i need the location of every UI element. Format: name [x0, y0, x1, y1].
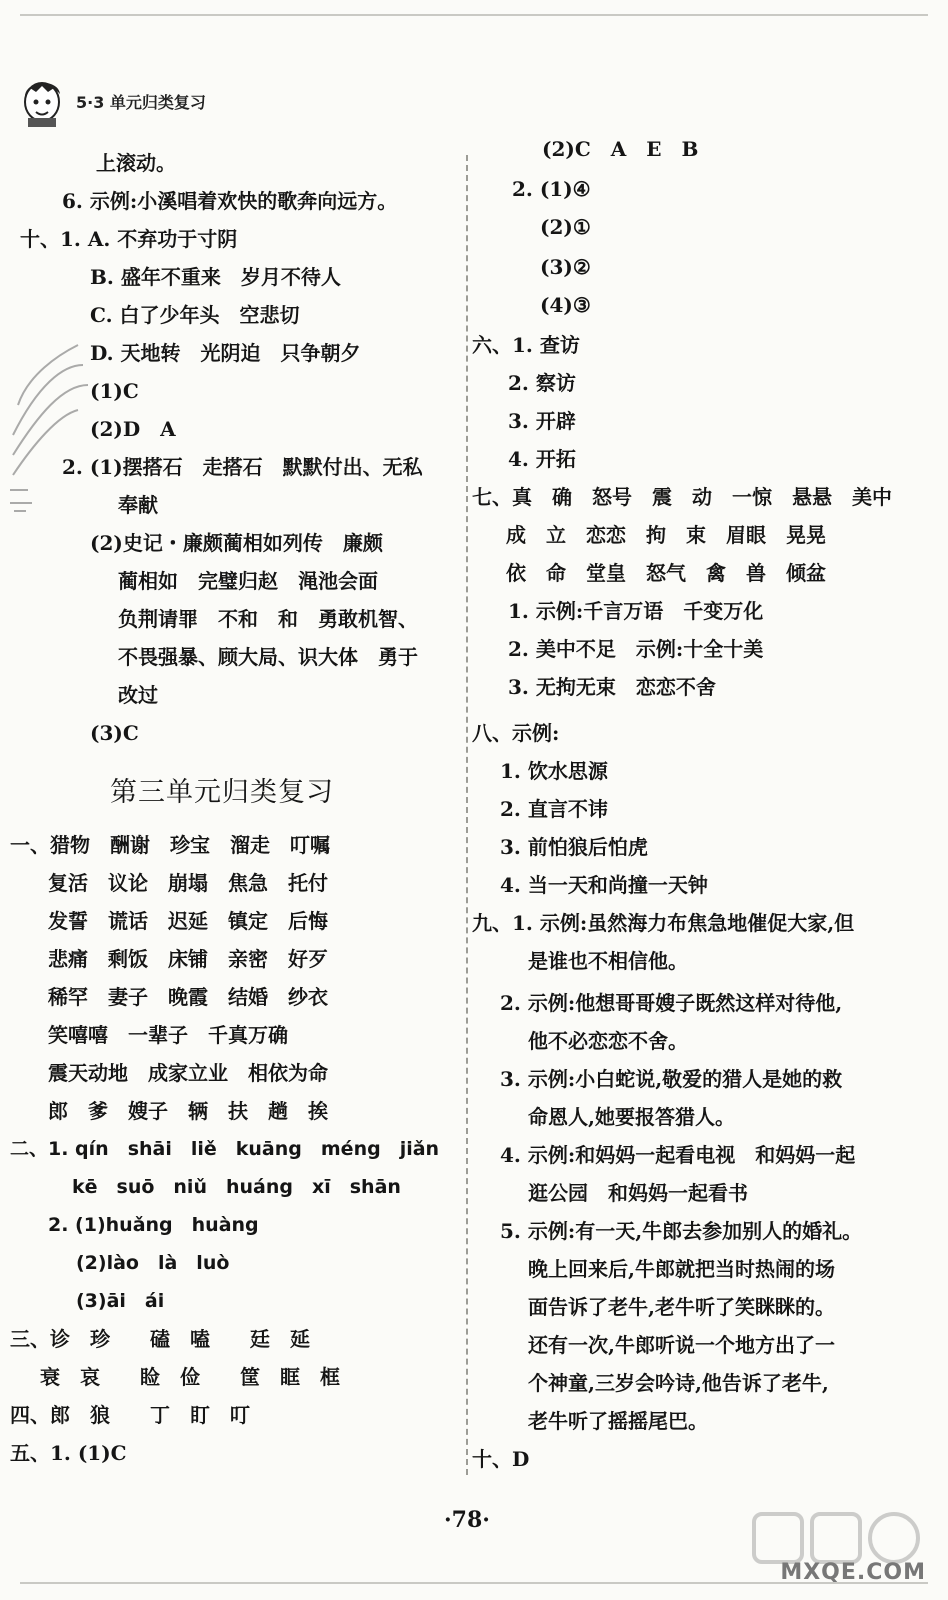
text-line: 个神童,三岁会吟诗,他告诉了老牛, — [528, 1371, 829, 1395]
bottom-rule — [20, 1582, 928, 1584]
text-line: 还有一次,牛郎听说一个地方出了一 — [528, 1333, 835, 1357]
text-line: 六、1. 查访 — [472, 333, 580, 357]
text-line: 3. 前怕狼后怕虎 — [500, 835, 648, 859]
header-title: 5·3 单元归类复习 — [76, 92, 206, 112]
text-line: (2)① — [540, 215, 591, 239]
text-line: (2)C A E B — [542, 137, 699, 161]
text-line: B. 盛年不重来 岁月不待人 — [90, 265, 341, 289]
pencil-scribble-icon — [8, 325, 98, 515]
text-line: (2)史记・廉颇蔺相如列传 廉颇 — [90, 531, 383, 555]
text-line: 九、1. 示例:虽然海力布焦急地催促大家,但 — [472, 911, 855, 935]
page-header — [18, 74, 206, 128]
text-line: 4. 当一天和尚撞一天钟 — [500, 873, 708, 897]
text-line: (2)lào là luò — [76, 1252, 230, 1274]
text-line: 二、1. qín shāi liě kuāng méng jiǎn — [10, 1138, 440, 1160]
text-line: 悲痛 剩饭 床铺 亲密 好歹 — [48, 947, 328, 971]
page-number: ·78· — [444, 1507, 490, 1533]
text-line: 4. 示例:和妈妈一起看电视 和妈妈一起 — [500, 1143, 856, 1167]
text-line: 复活 议论 崩塌 焦急 托付 — [48, 871, 328, 895]
text-line: 4. 开拓 — [508, 447, 576, 471]
text-line: 十、D — [472, 1447, 530, 1471]
text-line: 五、1. (1)C — [10, 1441, 127, 1465]
text-line: 2. 示例:他想哥哥嫂子既然这样对待他, — [500, 991, 843, 1015]
text-line: 上滚动。 — [96, 151, 176, 175]
text-line: 十、1. A. 不弃功于寸阴 — [20, 227, 238, 251]
text-line: 不畏强暴、顾大局、识大体 勇于 — [118, 645, 418, 669]
text-line: D. 天地转 光阴迫 只争朝夕 — [90, 341, 361, 365]
text-line: 老牛听了摇摇尾巴。 — [528, 1409, 708, 1433]
watermark-text: MXQE.COM — [780, 1560, 926, 1585]
text-line: 三、诊 珍 磕 嗑 廷 延 — [10, 1327, 310, 1351]
text-line: 衰 哀 睑 俭 筐 眶 框 — [40, 1365, 340, 1389]
text-line: 2. 察访 — [508, 371, 576, 395]
section-title: 第三单元归类复习 — [110, 777, 334, 808]
text-line: (1)C — [90, 379, 139, 403]
text-line: 晚上回来后,牛郎就把当时热闹的场 — [528, 1257, 835, 1281]
text-line: kē suō niǔ huáng xī shān — [72, 1176, 401, 1198]
text-line: 3. 示例:小白蛇说,敬爱的猎人是她的救 — [500, 1067, 843, 1091]
text-line: C. 白了少年头 空悲切 — [90, 303, 300, 327]
text-line: 6. 示例:小溪唱着欢快的歌奔向远方。 — [62, 189, 398, 213]
text-line: (3)② — [540, 255, 591, 279]
text-line: 面告诉了老牛,老牛听了笑眯眯的。 — [528, 1295, 835, 1319]
text-line: 2. (1)huǎng huàng — [48, 1214, 259, 1236]
text-line: (3)āi ái — [76, 1290, 165, 1312]
text-line: 2. 直言不讳 — [500, 797, 608, 821]
text-line: 改过 — [118, 683, 158, 707]
text-line: 5. 示例:有一天,牛郎去参加别人的婚礼。 — [500, 1219, 863, 1243]
text-line: 稀罕 妻子 晚霞 结婚 纱衣 — [48, 985, 328, 1009]
text-line: 发誓 谎话 迟延 镇定 后悔 — [48, 909, 328, 933]
text-line: 负荆请罪 不和 和 勇敢机智、 — [118, 607, 418, 631]
text-line: 笑嘻嘻 一辈子 千真万确 — [48, 1023, 288, 1047]
text-line: 郎 爹 嫂子 辆 扶 趟 挨 — [48, 1099, 328, 1123]
text-line: 成 立 恋恋 拘 束 眉眼 晃晃 — [506, 523, 826, 547]
text-line: 1. 示例:千言万语 千变万化 — [508, 599, 764, 623]
text-line: 奉献 — [118, 493, 158, 517]
text-line: 3. 开辟 — [508, 409, 576, 433]
text-line: 3. 无拘无束 恋恋不舍 — [508, 675, 716, 699]
text-line: 蔺相如 完璧归赵 渑池会面 — [118, 569, 378, 593]
boy-mascot-icon — [18, 74, 68, 128]
text-line: 命恩人,她要报答猎人。 — [528, 1105, 735, 1129]
text-line: (2)D A — [90, 417, 176, 441]
text-line: 1. 饮水思源 — [500, 759, 608, 783]
text-line: 逛公园 和妈妈一起看书 — [528, 1181, 748, 1205]
text-line: 一、猎物 酬谢 珍宝 溜走 叮嘱 — [10, 833, 330, 857]
top-rule — [20, 14, 928, 16]
text-line: (3)C — [90, 721, 139, 745]
text-line: 是谁也不相信他。 — [528, 949, 688, 973]
text-line: 八、示例: — [472, 721, 560, 745]
text-line: 他不必恋恋不舍。 — [528, 1029, 688, 1053]
text-line: 2. (1)摆搭石 走搭石 默默付出、无私 — [62, 455, 423, 479]
text-line: (4)③ — [540, 293, 591, 317]
column-divider — [466, 155, 468, 1475]
text-line: 震天动地 成家立业 相依为命 — [48, 1061, 328, 1085]
text-line: 2. (1)④ — [512, 177, 591, 201]
text-line: 依 命 堂皇 怒气 禽 兽 倾盆 — [506, 561, 826, 585]
text-line: 四、郎 狼 丁 盯 叮 — [10, 1403, 250, 1427]
text-line: 七、真 确 怒号 震 动 一惊 悬悬 美中 — [472, 485, 892, 509]
text-line: 2. 美中不足 示例:十全十美 — [508, 637, 764, 661]
